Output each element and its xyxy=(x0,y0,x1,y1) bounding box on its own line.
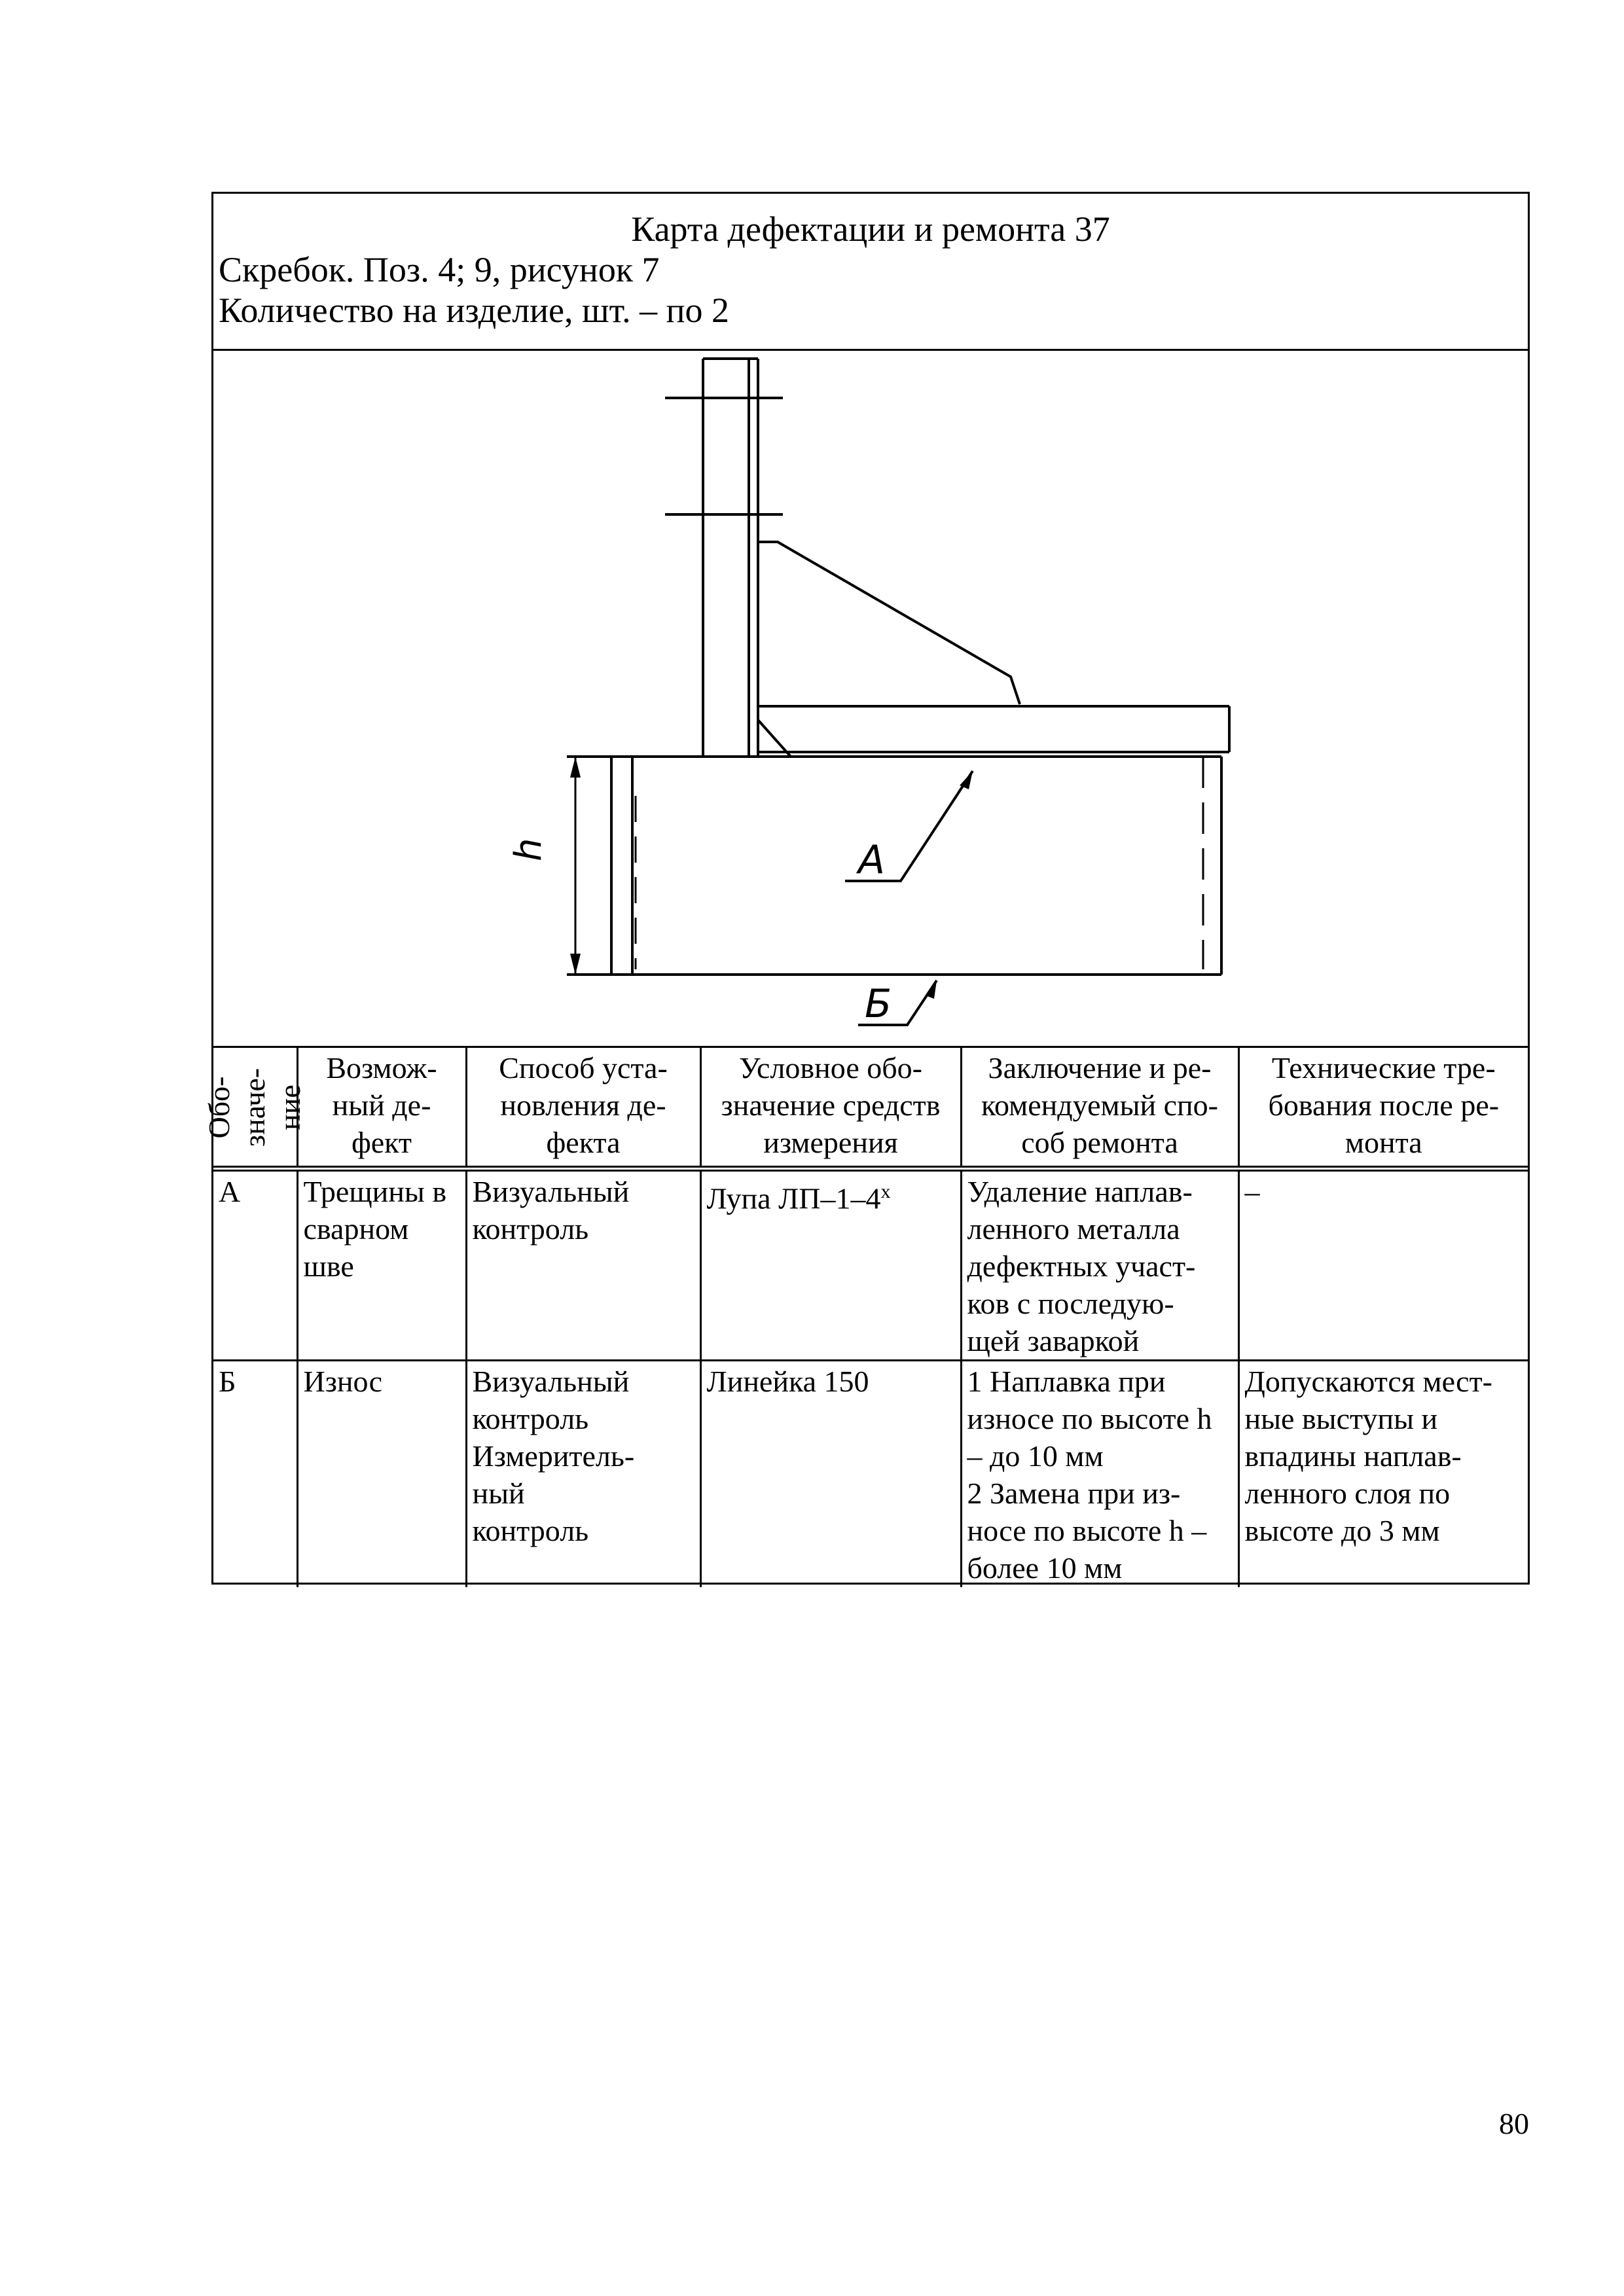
cell-method: Визуальный контроль xyxy=(466,1169,700,1361)
cell-requirements: Допускаются мест- ные выступы и впадины наплав- ленного слоя по высоте до 3 мм xyxy=(1238,1361,1528,1588)
quantity-per-product: Количество на изделие, шт. – по 2 xyxy=(219,291,730,330)
label-b: Б xyxy=(865,981,892,1027)
label-a: А xyxy=(858,837,886,883)
header-designation xyxy=(202,1047,307,1169)
tool-name: Линейка 150 xyxy=(706,1365,869,1398)
tool-superscript: х xyxy=(880,1181,891,1202)
cell-defect: Износ xyxy=(297,1361,466,1588)
defect-table xyxy=(202,1046,1528,1587)
cell-repair: 1 Наплавка при износе по высоте h – до 10 мм 2 Замена при из- носе по высоте h – более 10 мм xyxy=(961,1361,1238,1588)
label-h: h xyxy=(507,838,550,861)
header-repair: Заключение и ре- комендуемый спо- соб ремонта xyxy=(961,1047,1238,1169)
card-header xyxy=(213,194,1528,351)
cell-defect: Трещины в сварном шве xyxy=(297,1169,466,1361)
cell-method: Визуальный контроль Измеритель- ный контроль xyxy=(466,1361,700,1588)
defect-card-frame xyxy=(202,192,1530,1585)
header-measuring-tool: Условное обо- значение средств измерения xyxy=(700,1047,961,1169)
cell-designation: Б xyxy=(213,1361,297,1588)
table-header-row xyxy=(213,1047,1528,1169)
header-defect: Возмож- ный де- фект xyxy=(297,1047,466,1169)
scraper-drawing xyxy=(213,351,1528,1043)
cell-designation: А xyxy=(213,1169,297,1361)
cell-requirements: – xyxy=(1238,1169,1528,1361)
cell-measuring-tool xyxy=(700,1169,961,1361)
page-number: 80 xyxy=(1499,2107,1529,2140)
cell-measuring-tool xyxy=(700,1361,961,1588)
tool-name: Лупа ЛП–1–4 xyxy=(706,1181,881,1215)
header-requirements: Технические тре- бования после ре- монта xyxy=(1238,1047,1528,1169)
card-title: Карта дефектации и ремонта 37 xyxy=(631,209,1110,249)
header-designation-text: Обо- значе- ние xyxy=(202,1067,307,1147)
table-row xyxy=(213,1361,1528,1588)
cell-repair: Удаление наплав- ленного металла дефектных участ- ков с последую- щей заваркой xyxy=(961,1169,1238,1361)
table-row xyxy=(213,1169,1528,1361)
part-designation: Скребок. Поз. 4; 9, рисунок 7 xyxy=(219,250,660,289)
header-method: Способ уста- новления де- фекта xyxy=(466,1047,700,1169)
